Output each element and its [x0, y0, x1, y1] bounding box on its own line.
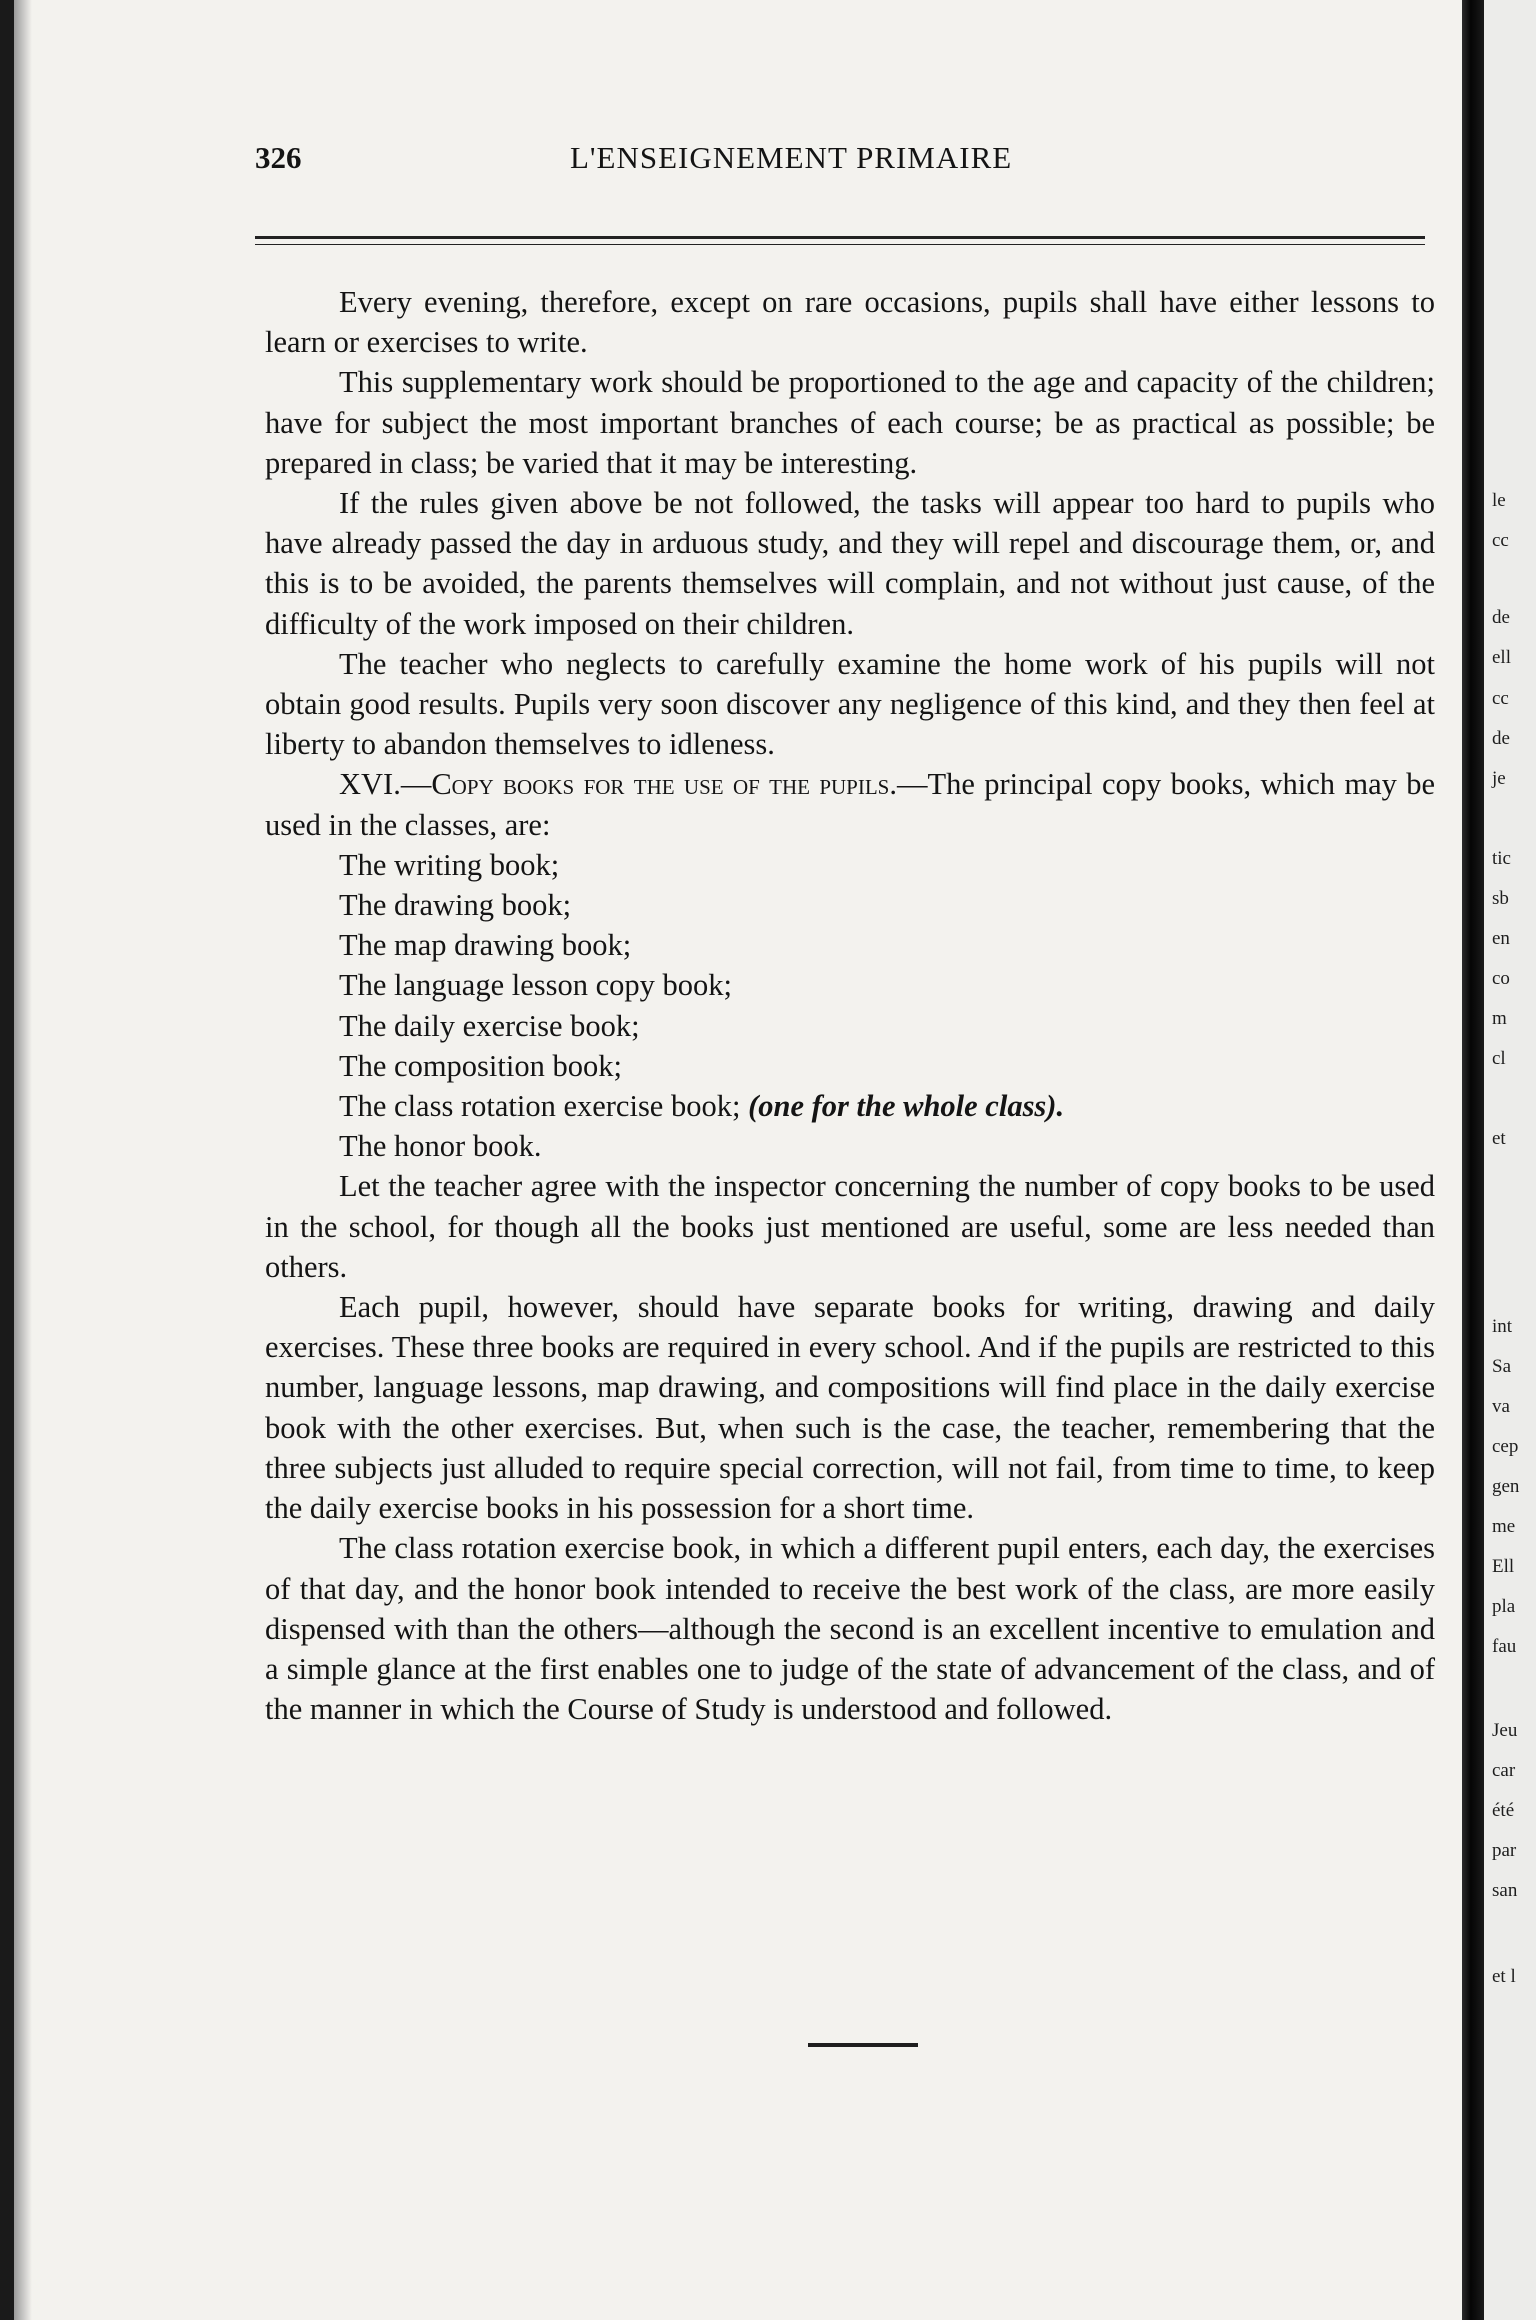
list-item: The honor book. — [339, 1129, 542, 1164]
facing-page-fragment: gen — [1492, 1476, 1520, 1497]
section-paragraph — [265, 764, 1435, 844]
section-number: XVI. — [339, 767, 401, 802]
facing-page-edge — [1484, 0, 1536, 2320]
list-item — [265, 1086, 1435, 1126]
facing-page-fragment: et l — [1492, 1966, 1516, 1987]
facing-page-fragment: par — [1492, 1840, 1517, 1861]
facing-page-fragment: va — [1492, 1396, 1510, 1417]
list-item: The writing book; — [339, 847, 560, 882]
scan-left-shadow — [14, 0, 32, 2320]
facing-page-fragment: m — [1492, 1008, 1507, 1029]
paragraph: Every evening, therefore, except on rare occasions, pupils shall have either lessons to learn or exercises to write. — [265, 285, 1435, 360]
header-rule-thick — [255, 236, 1425, 239]
facing-page-fragment: en — [1492, 928, 1510, 949]
facing-page-fragment: de — [1492, 607, 1510, 628]
page-number: 326 — [255, 140, 302, 175]
paragraph: This supplementary work should be proportioned to the age and capacity of the children; have for subject the most important branches of each course; be as practical as possible; be prepared in class; be varied that it may be interesting. — [265, 365, 1435, 480]
facing-page-fragment: pla — [1492, 1596, 1516, 1617]
scan-left-border — [0, 0, 14, 2320]
facing-page-fragment: Sa — [1492, 1356, 1511, 1377]
end-ornament-rule — [808, 2043, 918, 2047]
facing-page-fragment: Jeu — [1492, 1720, 1518, 1741]
facing-page-fragment: tic — [1492, 848, 1511, 869]
facing-page-fragment: int — [1492, 1316, 1513, 1337]
section-text: —The principal copy books, which may be used in the classes, are: — [265, 767, 1435, 842]
paragraph: The teacher who neglects to carefully examine the home work of his pupils will not obtain good results. Pupils very soon discover any negligence of this kind, and they then feel at liberty to abandon themselves to idleness. — [265, 646, 1435, 762]
facing-page-fragment: ell — [1492, 647, 1511, 668]
facing-page-fragment: me — [1492, 1516, 1516, 1537]
list-item: The language lesson copy book; — [339, 968, 733, 1003]
facing-page-fragment: je — [1492, 768, 1506, 789]
book-gutter — [1462, 0, 1484, 2320]
facing-page-fragment: sb — [1492, 888, 1509, 909]
facing-page-fragment: fau — [1492, 1636, 1517, 1657]
body-text — [265, 282, 1435, 1729]
facing-page-fragment: san — [1492, 1880, 1518, 1901]
facing-page-fragment: de — [1492, 728, 1510, 749]
facing-page-fragment: cl — [1492, 1048, 1506, 1069]
facing-page-fragment: cc — [1492, 530, 1509, 551]
list-item: The composition book; — [339, 1048, 622, 1083]
paragraph: Let the teacher agree with the inspector concerning the number of copy books to be used in the school, for though all the books just mentioned are useful, some are less needed than others. — [265, 1169, 1435, 1284]
page-header — [255, 140, 1455, 200]
facing-page-fragment: et — [1492, 1128, 1506, 1149]
facing-page-fragment: Ell — [1492, 1556, 1515, 1577]
section-heading: —Copy books for the use of the pupils. — [400, 767, 897, 802]
facing-page-fragment: car — [1492, 1760, 1516, 1781]
paragraph: If the rules given above be not followed, the tasks will appear too hard to pupils who have already passed the day in arduous study, and they will repel and discourage them, or, and this is to be avoided, the parents themselves will complain, and not without just cause, of the difficulty of the work imposed on their children. — [265, 486, 1435, 641]
paragraph: Each pupil, however, should have separate books for writing, drawing and daily exercises. These three books are required in every school. And if the pupils are restricted to this number, language lessons, map drawing, and compositions will find place in the daily exercise book with the other exercises. But, when such is the case, the teacher, remembering that the three subjects just alluded to require special correction, will not fail, from time to time, to keep the daily exercise books in his possession for a short time. — [265, 1290, 1435, 1526]
facing-page-fragment: cep — [1492, 1436, 1519, 1457]
paragraph: The class rotation exercise book, in which a different pupil enters, each day, the exercises of that day, and the honor book intended to receive the best work of the class, are more easily dispensed with than the others—although the second is an excellent incentive to emulation and a simple glance at the first enables one to judge of the state of advancement of the class, and of the manner in which the Course of Study is understood and followed. — [265, 1531, 1435, 1727]
facing-page-fragment: cc — [1492, 688, 1509, 709]
running-title: L'ENSEIGNEMENT PRIMAIRE — [570, 140, 1013, 175]
list-item-note: (one for the whole class). — [748, 1089, 1065, 1124]
facing-page-fragment: co — [1492, 968, 1510, 989]
list-item: The drawing book; — [339, 888, 572, 923]
list-item: The daily exercise book; — [339, 1008, 640, 1043]
header-rule-thin — [255, 244, 1425, 245]
facing-page-fragment: le — [1492, 490, 1506, 511]
list-item-text: The class rotation exercise book; — [339, 1089, 749, 1124]
list-item: The map drawing book; — [339, 928, 632, 963]
facing-page-fragment: été — [1492, 1800, 1515, 1821]
